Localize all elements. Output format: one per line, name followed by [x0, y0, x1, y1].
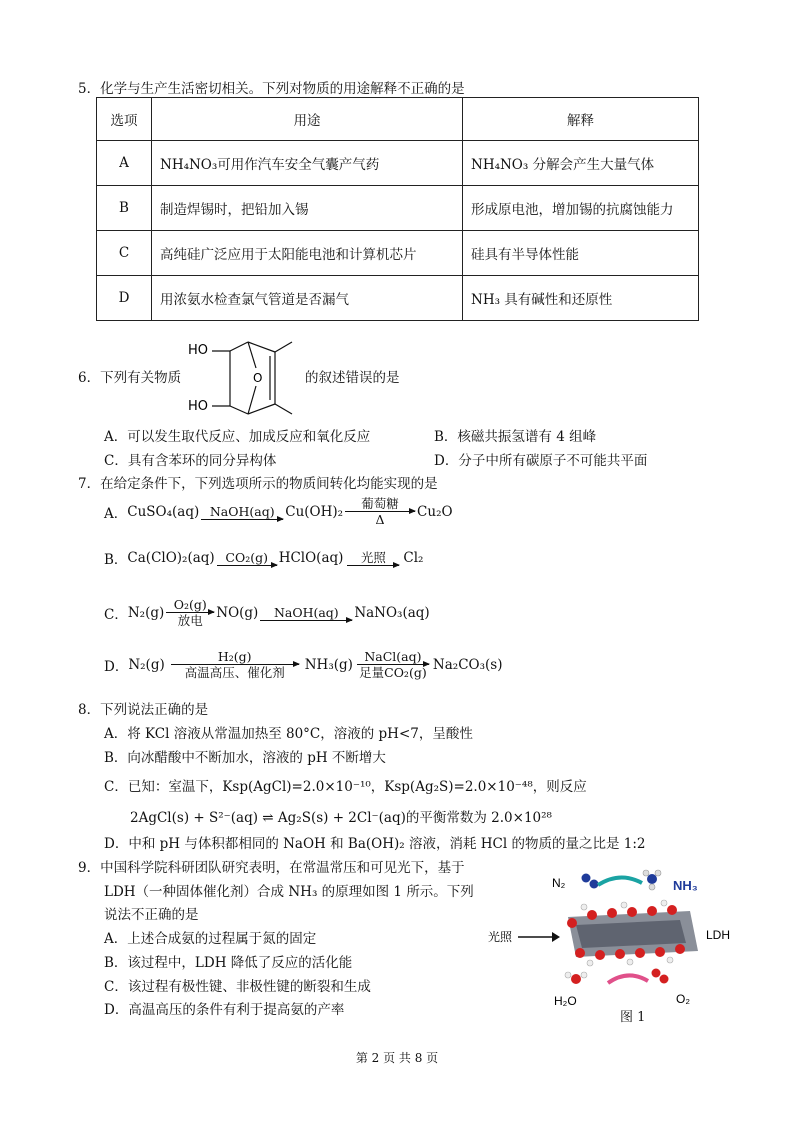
q6-structure	[186, 334, 304, 416]
reaction-arrow	[171, 650, 299, 680]
struct-label-o: O	[253, 371, 263, 385]
q6-stem-before: 6．下列有关物质	[78, 370, 182, 386]
option-label: A．	[104, 506, 128, 522]
row-use: 高纯硅广泛应用于太阳能电池和计算机芯片	[152, 231, 463, 276]
struct-label-ho-bottom: HO	[188, 399, 209, 414]
row-reason: NH₃ 具有碱性和还原性	[463, 276, 699, 321]
ldh-lattice-icon	[567, 900, 698, 966]
q8-option-b: B．向冰醋酸中不断加水，溶液的 pH 不断增大	[104, 750, 386, 766]
q7-option-d	[104, 650, 502, 680]
q9-option-a: A．上述合成氨的过程属于氮的固定	[104, 931, 317, 947]
reaction-arrow	[166, 598, 214, 628]
row-reason: 硅具有半导体性能	[463, 231, 699, 276]
q7-stem: 7．在给定条件下，下列选项所示的物质间转化均能实现的是	[78, 476, 438, 492]
q7-option-a	[104, 497, 453, 527]
q8-stem: 8．下列说法正确的是	[78, 702, 209, 718]
arrow-top-label: H₂(g)	[217, 649, 252, 664]
reaction-arrow	[347, 551, 399, 566]
intermediate: Cu(OH)₂	[285, 504, 344, 520]
header-use: 用途	[152, 98, 463, 141]
reactant: N₂(g)	[127, 605, 165, 621]
fig-label-ldh: LDH	[706, 928, 731, 942]
arrow-top-label: CO₂(g)	[225, 549, 268, 565]
q7-option-c	[104, 598, 430, 628]
fig-label-light: 光照	[488, 930, 513, 944]
product: Cu₂O	[417, 504, 453, 520]
fig-label-h2o: H₂O	[554, 994, 577, 1008]
o2-molecule-icon	[652, 969, 669, 984]
reactant: CuSO₄(aq)	[127, 504, 200, 520]
row-use: 用浓氨水检查氯气管道是否漏气	[152, 276, 463, 321]
light-arrow-icon	[518, 932, 560, 942]
product: Na₂CO₃(s)	[432, 657, 503, 673]
q9-stem-line3: 说法不正确的是	[104, 907, 199, 923]
option-label: C．	[104, 607, 128, 623]
product: Cl₂	[403, 550, 424, 566]
figure-1-caption: 图 1	[620, 1010, 646, 1025]
reaction-arrow	[201, 505, 283, 520]
row-option: D	[97, 276, 152, 321]
row-use: NH₄NO₃可用作汽车安全气囊产气药	[152, 141, 463, 186]
arrow-h2o-to-o2-icon	[608, 975, 648, 983]
table-header-row	[97, 98, 699, 141]
q9-stem-line1: 9．中国科学院科研团队研究表明，在常温常压和可见光下，基于	[78, 860, 465, 876]
arrow-top-label: 葡萄糖	[361, 496, 399, 511]
arrow-top-label: NaCl(aq)	[364, 649, 422, 664]
product: NaNO₃(aq)	[354, 605, 430, 621]
table-row	[97, 186, 699, 231]
table-row	[97, 231, 699, 276]
fig-label-nh3: NH₃	[673, 878, 698, 893]
reactant: N₂(g)	[128, 657, 165, 673]
arrow-bottom-label: Δ	[375, 512, 385, 527]
q8-option-a: A．将 KCl 溶液从常温加热至 80°C，溶液的 pH<7，呈酸性	[104, 726, 473, 742]
reaction-arrow	[345, 497, 415, 527]
q9-stem-line2: LDH（一种固体催化剂）合成 NH₃ 的原理如图 1 所示。下列	[104, 884, 474, 900]
arrow-top-label: NaOH(aq)	[209, 503, 275, 519]
q6-stem-after: 的叙述错误的是	[305, 370, 400, 386]
arrow-bottom-label: 放电	[177, 613, 203, 628]
reaction-arrow	[217, 551, 277, 566]
q5-stem: 5．化学与生产生活密切相关。下列对物质的用途解释不正确的是	[78, 81, 465, 97]
intermediate: NO(g)	[216, 605, 259, 621]
reaction-arrow	[260, 606, 352, 621]
fig-label-n2: N₂	[552, 876, 566, 890]
option-label: B．	[104, 552, 128, 568]
struct-label-ho-top: HO	[188, 343, 209, 358]
table-row	[97, 141, 699, 186]
table-row	[97, 276, 699, 321]
h2o-molecule-icon	[565, 972, 587, 984]
intermediate: NH₃(g)	[304, 657, 353, 673]
q6-option-a: A．可以发生取代反应、加成反应和氧化反应	[104, 429, 371, 445]
reaction-arrow	[357, 650, 429, 680]
reactant: Ca(ClO)₂(aq)	[127, 550, 215, 566]
intermediate: HClO(aq)	[278, 550, 344, 566]
row-reason: 形成原电池，增加锡的抗腐蚀能力	[463, 186, 699, 231]
q9-option-b: B．该过程中，LDH 降低了反应的活化能	[104, 955, 353, 971]
arrow-bottom-label: 高温高压、催化剂	[184, 665, 285, 680]
row-option: C	[97, 231, 152, 276]
arrow-top-label: NaOH(aq)	[273, 604, 339, 620]
option-label: D．	[104, 659, 129, 675]
nh3-molecule-icon	[643, 870, 661, 890]
fig-label-o2: O₂	[676, 992, 690, 1006]
row-option: A	[97, 141, 152, 186]
page-footer: 第 2 页 共 8 页	[355, 1051, 439, 1065]
q6-option-d: D．分子中所有碳原子不可能共平面	[434, 453, 648, 469]
arrow-n2-to-nh3-icon	[598, 877, 642, 885]
n2-molecule-icon	[582, 874, 599, 889]
row-reason: NH₄NO₃ 分解会产生大量气体	[463, 141, 699, 186]
q9-option-c: C．该过程有极性键、非极性键的断裂和生成	[104, 979, 371, 995]
q8-option-d: D．中和 pH 与体积都相同的 NaOH 和 Ba(OH)₂ 溶液，消耗 HCl 的物质的量之比是 1:2	[104, 836, 646, 852]
arrow-top-label: O₂(g)	[173, 597, 207, 612]
q5-table	[96, 97, 699, 321]
arrow-bottom-label: 足量CO₂(g)	[359, 665, 427, 680]
q9-option-d: D．高温高压的条件有利于提高氨的产率	[104, 1002, 345, 1018]
arrow-top-label: 光照	[360, 549, 386, 565]
struct-bonds	[212, 342, 292, 414]
q6-option-c: C．具有含苯环的同分异构体	[104, 453, 277, 469]
header-option: 选项	[97, 98, 152, 141]
row-option: B	[97, 186, 152, 231]
q6-option-b: B．核磁共振氢谱有 4 组峰	[434, 429, 597, 445]
q7-option-b	[104, 548, 423, 568]
q8-option-c-line1: C．已知：室温下，Ksp(AgCl)=2.0×10⁻¹⁰，Ksp(Ag₂S)=2.0×10⁻⁴⁸，则反应	[104, 779, 587, 795]
header-reason: 解释	[463, 98, 699, 141]
figure-1-ldh-diagram	[480, 855, 740, 1025]
q8-option-c-line2: 2AgCl(s) + S²⁻(aq) ⇌ Ag₂S(s) + 2Cl⁻(aq)的平衡常数为 2.0×10²⁸	[130, 810, 552, 826]
row-use: 制造焊锡时，把铅加入锡	[152, 186, 463, 231]
